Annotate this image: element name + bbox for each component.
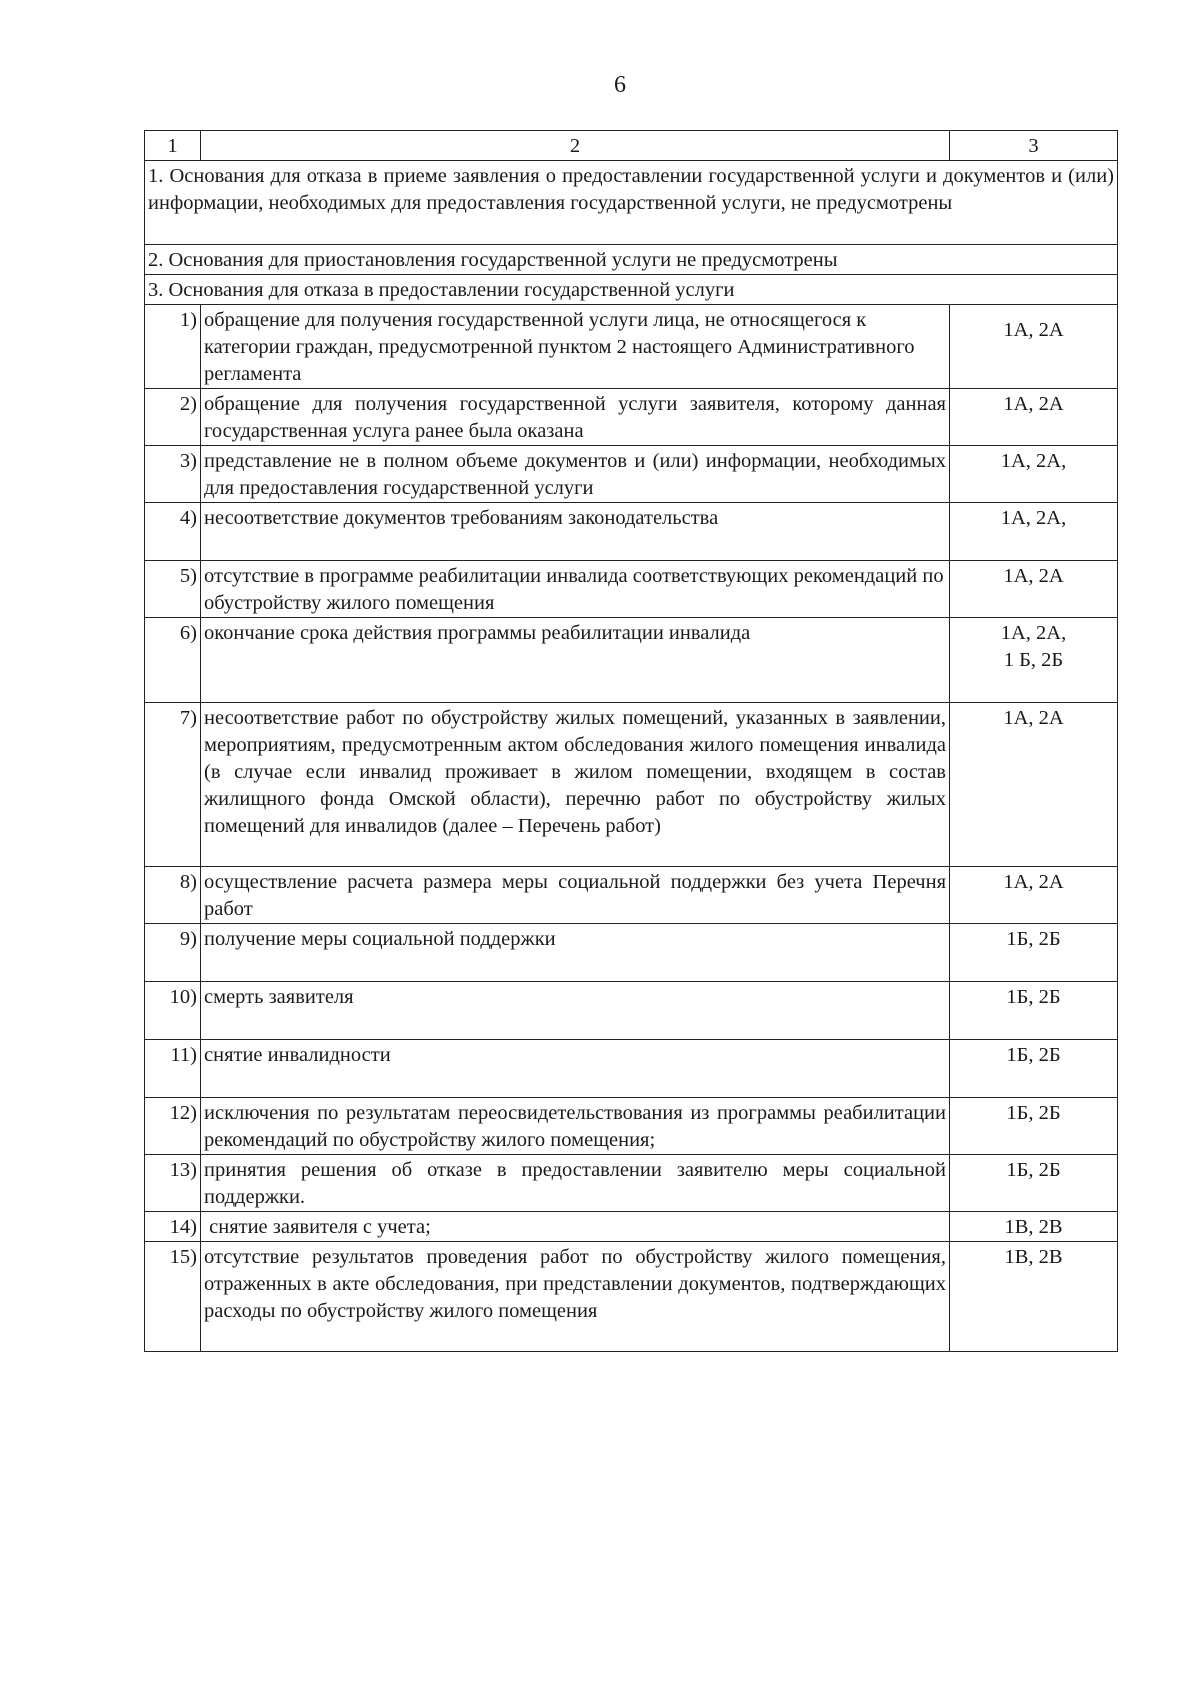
section-2-text: 2. Основания для приостановления государственной услуги не предусмотрены [145, 245, 1118, 275]
row-code: 1А, 2А [950, 703, 1118, 867]
table-row [145, 1040, 1118, 1098]
row-code: 1Б, 2Б [950, 982, 1118, 1040]
table-row [145, 561, 1118, 618]
row-code: 1В, 2В [950, 1212, 1118, 1242]
table-row [145, 924, 1118, 982]
row-number: 5) [145, 561, 201, 618]
row-code-line-2: 1 Б, 2Б [1003, 649, 1064, 671]
row-code-line-1: 1А, 2А, [1000, 622, 1067, 644]
table-row [145, 503, 1118, 561]
row-code: 1А, 2А [950, 867, 1118, 924]
row-number: 2) [145, 389, 201, 446]
row-number: 7) [145, 703, 201, 867]
row-number: 15) [145, 1242, 201, 1352]
row-description: несоответствие документов требованиям законодательства [201, 503, 950, 561]
section-row [145, 161, 1118, 245]
row-number: 14) [145, 1212, 201, 1242]
row-code: 1А, 2А [950, 389, 1118, 446]
row-code: 1Б, 2Б [950, 1040, 1118, 1098]
row-description: обращение для получения государственной услуги заявителя, которому данная государственная услуга ранее была оказана [201, 389, 950, 446]
table-row [145, 618, 1118, 703]
row-description: окончание срока действия программы реабилитации инвалида [201, 618, 950, 703]
row-number: 3) [145, 446, 201, 503]
row-number: 9) [145, 924, 201, 982]
grounds-table [144, 130, 1118, 1352]
table-row [145, 389, 1118, 446]
row-code: 1А, 2А, [950, 503, 1118, 561]
header-col-2: 2 [201, 131, 950, 161]
row-code [950, 618, 1118, 703]
row-description: исключения по результатам переосвидетельствования из программы реабилитации рекомендаций по обустройству жилого помещения; [201, 1098, 950, 1155]
row-code: 1В, 2В [950, 1242, 1118, 1352]
table-row [145, 1098, 1118, 1155]
row-description: осуществление расчета размера меры социальной поддержки без учета Перечня работ [201, 867, 950, 924]
row-description: несоответствие работ по обустройству жилых помещений, указанных в заявлении, мероприятиям, предусмотренным актом обследования жилого помещения инвалида (в случае если инвалид проживает в жилом помещении, входящем в состав жилищного фонда Омской области), перечню работ по обустройству жилых помещений для инвалидов (далее – Перечень работ) [201, 703, 950, 867]
table-header-row [145, 131, 1118, 161]
row-number: 11) [145, 1040, 201, 1098]
section-1-text: 1. Основания для отказа в приеме заявления о предоставлении государственной услуги и документов и (или) информации, необходимых для предоставления государственной услуги, не предусмотрены [145, 161, 1118, 245]
header-col-3: 3 [950, 131, 1118, 161]
table-row [145, 1212, 1118, 1242]
table-row [145, 305, 1118, 389]
row-code: 1А, 2А [950, 561, 1118, 618]
table-row [145, 703, 1118, 867]
row-number: 1) [145, 305, 201, 389]
page-number: 6 [614, 72, 626, 98]
table-row [145, 446, 1118, 503]
row-code [950, 305, 1118, 389]
row-description: снятие инвалидности [201, 1040, 950, 1098]
table-row [145, 1155, 1118, 1212]
section-row [145, 275, 1118, 305]
row-description: обращение для получения государственной услуги лица, не относящегося к категории граждан, предусмотренной пунктом 2 настоящего Административного регламента [201, 305, 950, 389]
row-number: 8) [145, 867, 201, 924]
header-col-1: 1 [145, 131, 201, 161]
table-row [145, 1242, 1118, 1352]
row-description: смерть заявителя [201, 982, 950, 1040]
row-number: 13) [145, 1155, 201, 1212]
row-description: снятие заявителя с учета; [201, 1212, 950, 1242]
row-number: 12) [145, 1098, 201, 1155]
section-row [145, 245, 1118, 275]
row-description: отсутствие в программе реабилитации инвалида соответствующих рекомендаций по обустройству жилого помещения [201, 561, 950, 618]
row-code: 1Б, 2Б [950, 1098, 1118, 1155]
row-description: представление не в полном объеме документов и (или) информации, необходимых для предоставления государственной услуги [201, 446, 950, 503]
section-3-text: 3. Основания для отказа в предоставлении государственной услуги [145, 275, 1118, 305]
row-description: получение меры социальной поддержки [201, 924, 950, 982]
row-description: отсутствие результатов проведения работ по обустройству жилого помещения, отраженных в акте обследования, при представлении документов, подтверждающих расходы по обустройству жилого помещения [201, 1242, 950, 1352]
row-code: 1Б, 2Б [950, 924, 1118, 982]
row-description: принятия решения об отказе в предоставлении заявителю меры социальной поддержки. [201, 1155, 950, 1212]
row-code: 1А, 2А, [950, 446, 1118, 503]
row-number: 10) [145, 982, 201, 1040]
table-row [145, 867, 1118, 924]
row-code: 1Б, 2Б [950, 1155, 1118, 1212]
row-number: 6) [145, 618, 201, 703]
row-number: 4) [145, 503, 201, 561]
row-code-text: 1А, 2А [1003, 319, 1064, 341]
table-row [145, 982, 1118, 1040]
